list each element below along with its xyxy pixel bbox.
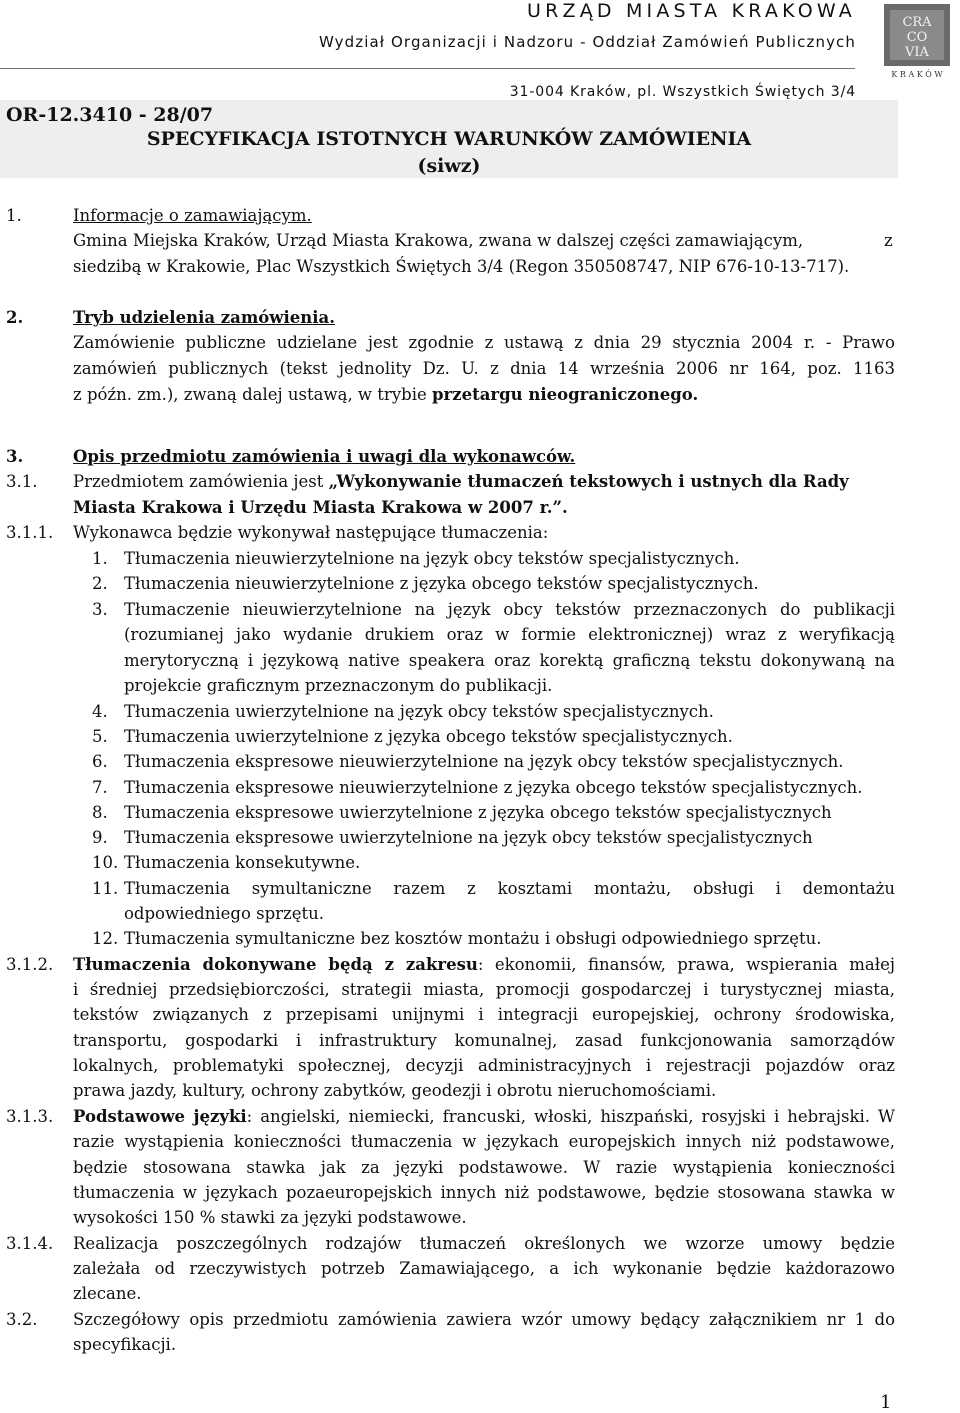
section-3-1-2-number: 3.1.2. <box>6 955 54 974</box>
section-3-1-number: 3.1. <box>6 472 38 491</box>
section-3-1-3-line-5: wysokości 150 % stawki za języki podstawowe. <box>73 1208 467 1227</box>
section-3-1-4-number: 3.1.4. <box>6 1234 54 1253</box>
section-2-line-2: zamówień publicznych (tekst jednolity Dz. U. z dnia 14 września 2006 nr 164, poz. 1163 <box>73 359 895 378</box>
section-3-1-3-line-1-rest: : angielski, niemiecki, francuski, włoski, hiszpański, rosyjski i hebrajski. W <box>246 1107 895 1126</box>
address: 31-004 Kraków, pl. Wszystkich Świętych 3/4 <box>509 84 856 100</box>
section-3-1-3-number: 3.1.3. <box>6 1107 54 1126</box>
logo-text-3: VIA <box>905 45 929 60</box>
section-2-heading: Tryb udzielenia zamówienia. <box>73 308 335 327</box>
page-number: 1 <box>880 1392 892 1413</box>
section-3-1-4-line-1: Realizacja poszczególnych rodzajów tłumaczeń określonych we wzorze umowy będzie <box>73 1234 895 1253</box>
list-item-2-number: 2. <box>92 574 108 593</box>
section-2-line-1: Zamówienie publiczne udzielane jest zgodnie z ustawą z dnia 29 stycznia 2004 r. - Prawo <box>73 333 895 352</box>
section-3-1-2-line-4: transportu, gospodarki i infrastruktury komunalnej, zasad funkcjonowania samorządów <box>73 1031 895 1050</box>
reference-number: OR-12.3410 - 28/07 <box>6 104 214 126</box>
list-item-2-text: Tłumaczenia nieuwierzytelnione z języka obcego tekstów specjalistycznych. <box>124 574 759 593</box>
section-3-2-number: 3.2. <box>6 1310 38 1329</box>
title-line-1: SPECYFIKACJA ISTOTNYCH WARUNKÓW ZAMÓWIENIA <box>146 128 752 150</box>
list-item-10-text: Tłumaczenia konsekutywne. <box>124 853 361 872</box>
list-item-10-number: 10. <box>92 853 119 872</box>
section-3-1-3-lead: Podstawowe języki <box>73 1107 247 1126</box>
section-3-1-1-number: 3.1.1. <box>6 523 54 542</box>
header-rule <box>0 68 855 69</box>
section-1-line-2: siedzibą w Krakowie, Plac Wszystkich Świętych 3/4 (Regon 350508747, NIP 676-10-13-717). <box>73 257 850 276</box>
section-3-1-3-line-3: będzie stosowana stawka jak za języki podstawowe. W razie wystąpienia konieczności <box>73 1158 895 1177</box>
section-3-1-2-line-5: lokalnych, problematyki społecznej, decyzji administracyjnych i rejestracji pojazdów oraz <box>73 1056 895 1075</box>
section-3-1-3-line-4: tłumaczenia w językach pozaeuropejskich innych niż podstawowe, będzie stosowana stawka w <box>73 1183 895 1202</box>
logo-text-1: CRA <box>902 15 932 30</box>
list-item-6-number: 6. <box>92 752 108 771</box>
section-3-2-line-1: Szczegółowy opis przedmiotu zamówienia zawiera wzór umowy będący załącznikiem nr 1 do <box>73 1310 895 1329</box>
section-1-line-1: Gmina Miejska Kraków, Urząd Miasta Krakowa, zwana w dalszej części zamawiającym, <box>73 231 804 250</box>
list-item-3-line-2: (rozumianej jako wydanie drukiem oraz w formie elektronicznej) wraz z weryfikacją <box>124 625 895 644</box>
section-3-1-2-line-1 <box>73 952 895 978</box>
list-item-5-number: 5. <box>92 727 108 746</box>
section-3-1-4-line-3: zlecane. <box>73 1284 142 1303</box>
section-3-1-3-line-1 <box>73 1104 895 1130</box>
section-2-number: 2. <box>6 308 24 327</box>
title-line-2: (siwz) <box>417 155 481 177</box>
list-item-3-line-4: projekcie graficznym przeznaczonym do publikacji. <box>124 676 553 695</box>
section-3-1-2-line-1-rest: : ekonomii, finansów, prawa, wspierania małej <box>477 955 895 974</box>
section-3-1-2-line-2: i średniej przedsiębiorczości, strategii miasta, promocji gospodarczej i turystycznej miasta, <box>73 980 895 999</box>
section-1-line-1-end: z <box>884 231 893 250</box>
list-item-12-number: 12. <box>92 929 119 948</box>
list-item-9-text: Tłumaczenia ekspresowe uwierzytelnione na język obcy tekstów specjalistycznych <box>124 828 813 847</box>
section-1-heading: Informacje o zamawiającym. <box>73 206 312 225</box>
list-item-4-number: 4. <box>92 702 108 721</box>
list-item-3-line-3: merytoryczną i językową native speakera oraz korektą graficzną tekstu dokonywaną na <box>124 651 895 670</box>
list-item-1-number: 1. <box>92 549 108 568</box>
section-3-2-line-2: specyfikacji. <box>73 1335 177 1354</box>
section-3-1-line-2: Miasta Krakowa i Urzędu Miasta Krakowa w 2007 r.”. <box>73 498 568 517</box>
list-item-11-line-2: odpowiedniego sprzętu. <box>124 904 325 923</box>
document-title <box>0 126 898 180</box>
department-name: Wydział Organizacji i Nadzoru - Oddział Zamówień Publicznych <box>319 33 856 51</box>
institution-name: URZĄD MIASTA KRAKOWA <box>526 0 856 22</box>
contract-subject: „Wykonywanie tłumaczeń tekstowych i ustnych dla Rady <box>328 472 849 491</box>
logo-text-2: CO <box>906 30 928 45</box>
list-item-11-line-1: Tłumaczenia symultaniczne razem z kosztami montażu, obsługi i demontażu <box>124 879 895 898</box>
section-3-1-2-lead: Tłumaczenia dokonywane będą z zakresu <box>73 955 478 974</box>
section-3-1-2-line-3: tekstów związanych z przepisami unijnymi i integracji europejskiej, ochrony środowiska, <box>73 1005 895 1024</box>
list-item-3-line-1: Tłumaczenie nieuwierzytelnione na język obcy tekstów przeznaczonych do publikacji <box>124 600 895 619</box>
list-item-7-number: 7. <box>92 778 108 797</box>
section-3-heading: Opis przedmiotu zamówienia i uwagi dla wykonawców. <box>73 447 576 466</box>
list-item-3-number: 3. <box>92 600 108 619</box>
tender-mode: przetargu nieograniczonego. <box>432 385 699 404</box>
list-item-8-number: 8. <box>92 803 108 822</box>
list-item-7-text: Tłumaczenia ekspresowe nieuwierzytelnione z języka obcego tekstów specjalistycznych. <box>124 778 863 797</box>
list-item-1-text: Tłumaczenia nieuwierzytelnione na język obcy tekstów specjalistycznych. <box>124 549 740 568</box>
section-3-1-4-line-2: zależała od rzeczywistych potrzeb Zamawiającego, a ich wykonanie będzie każdorazowo <box>73 1259 895 1278</box>
section-3-1-3-line-2: razie wystąpienia konieczności tłumaczenia w językach europejskich innych niż podstawowe, <box>73 1132 895 1151</box>
section-2-line-3-text: z późn. zm.), zwaną dalej ustawą, w trybie <box>73 385 432 404</box>
list-item-11-number: 11. <box>92 879 119 898</box>
list-item-8-text: Tłumaczenia ekspresowe uwierzytelnione z języka obcego tekstów specjalistycznych <box>124 803 832 822</box>
logo-text-4: K R A K Ó W <box>891 70 943 79</box>
section-3-1-2-line-6: prawa jazdy, kultury, ochrony zabytków, geodezji i obrotu nieruchomościami. <box>73 1081 717 1100</box>
section-3-1-lead: Przedmiotem zamówienia jest <box>73 472 329 491</box>
list-item-12-text: Tłumaczenia symultaniczne bez kosztów montażu i obsługi odpowiedniego sprzętu. <box>124 929 822 948</box>
list-item-5-text: Tłumaczenia uwierzytelnione z języka obcego tekstów specjalistycznych. <box>124 727 733 746</box>
section-2-line-3 <box>73 382 698 408</box>
list-item-4-text: Tłumaczenia uwierzytelnione na język obcy tekstów specjalistycznych. <box>124 702 714 721</box>
section-3-1-line-1 <box>73 469 849 495</box>
section-1-number: 1. <box>6 206 22 225</box>
list-item-9-number: 9. <box>92 828 108 847</box>
section-3-number: 3. <box>6 447 24 466</box>
list-item-6-text: Tłumaczenia ekspresowe nieuwierzytelnione na język obcy tekstów specjalistycznych. <box>124 752 844 771</box>
cracovia-logo-icon <box>876 2 958 80</box>
section-3-1-1-text: Wykonawca będzie wykonywał następujące tłumaczenia: <box>73 523 549 542</box>
